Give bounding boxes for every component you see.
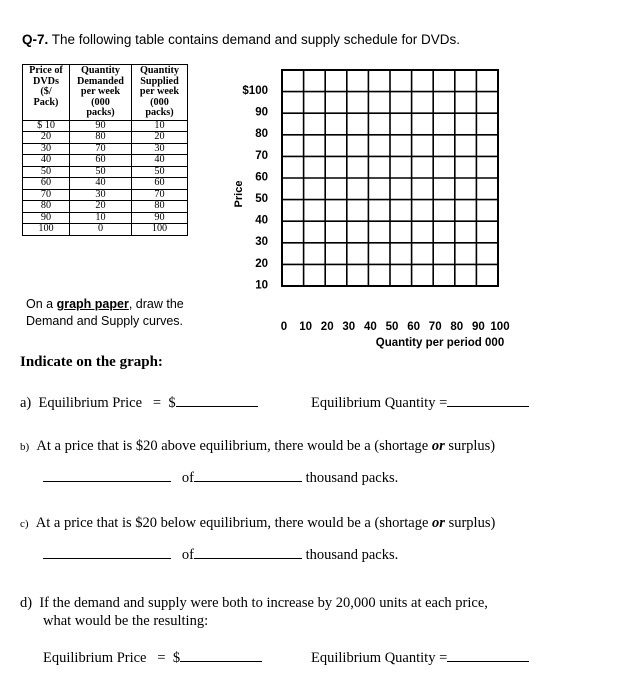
indicate-heading: Indicate on the graph: bbox=[20, 354, 163, 370]
price-cell: 50 bbox=[23, 166, 70, 178]
demanded-cell: 90 bbox=[70, 120, 132, 132]
x-tick-label: 60 bbox=[407, 321, 420, 333]
part-c-line1: c) At a price that is $20 below equilibrium, there would be a (shortage or surplus) bbox=[20, 515, 496, 531]
demanded-cell: 70 bbox=[70, 143, 132, 155]
y-tick-label: 90 bbox=[255, 106, 268, 119]
graph-grid bbox=[282, 70, 498, 286]
x-tick-label: 40 bbox=[364, 321, 377, 333]
y-tick-label: 60 bbox=[255, 171, 268, 184]
part-a-price-line: a) Equilibrium Price = $ bbox=[20, 392, 258, 412]
draw-instruction: On a graph paper, draw the Demand and Supply curves. bbox=[26, 297, 184, 328]
question-number: Q-7. bbox=[22, 32, 49, 47]
price-cell: 70 bbox=[23, 189, 70, 201]
x-tick-label: 90 bbox=[472, 321, 485, 333]
question-text: The following table contains demand and supply schedule for DVDs. bbox=[51, 32, 461, 47]
table-row bbox=[23, 132, 188, 144]
part-d-qty-line: Equilibrium Quantity = bbox=[311, 647, 529, 667]
x-tick-label: 80 bbox=[450, 321, 464, 333]
part-c-amount-blank bbox=[194, 544, 302, 559]
table-row bbox=[23, 224, 188, 236]
y-tick-label: 30 bbox=[255, 236, 268, 249]
x-tick-label: 70 bbox=[428, 321, 442, 333]
x-tick-label: 20 bbox=[320, 321, 334, 333]
equilibrium-quantity-blank bbox=[447, 392, 529, 407]
table-row bbox=[23, 155, 188, 167]
supplied-cell: 50 bbox=[132, 166, 188, 178]
supplied-cell: 90 bbox=[132, 212, 188, 224]
table-row bbox=[23, 120, 188, 132]
table-row bbox=[23, 212, 188, 224]
y-tick-label: 40 bbox=[255, 214, 268, 227]
demanded-cell: 60 bbox=[70, 155, 132, 167]
part-c-type-blank bbox=[43, 544, 171, 559]
y-tick-label: 10 bbox=[255, 279, 268, 292]
y-tick-label: $100 bbox=[242, 85, 268, 97]
y-axis-label: Price bbox=[233, 180, 245, 208]
part-b-amount-blank bbox=[194, 467, 302, 482]
part-a-qty-line: Equilibrium Quantity = bbox=[311, 392, 529, 412]
question-title bbox=[22, 32, 460, 47]
x-tick-label: 10 bbox=[299, 321, 312, 333]
table-row bbox=[23, 201, 188, 213]
y-tick-label: 70 bbox=[255, 149, 268, 162]
part-d-text: d) If the demand and supply were both to increase by 20,000 units at each price, what would be the resulting: bbox=[20, 595, 488, 629]
demanded-cell: 50 bbox=[70, 166, 132, 178]
y-tick-label: 80 bbox=[255, 128, 268, 141]
price-cell: 20 bbox=[23, 132, 70, 144]
price-cell: 90 bbox=[23, 212, 70, 224]
header-qty-demanded: Quantity Demanded per week (000 packs) bbox=[70, 65, 132, 121]
table-header-row bbox=[23, 65, 188, 121]
y-tick-labels bbox=[242, 85, 268, 291]
table-row bbox=[23, 143, 188, 155]
y-tick-label: 20 bbox=[255, 257, 268, 270]
supplied-cell: 40 bbox=[132, 155, 188, 167]
demanded-cell: 80 bbox=[70, 132, 132, 144]
x-tick-label: 50 bbox=[385, 321, 399, 333]
supplied-cell: 100 bbox=[132, 224, 188, 236]
supplied-cell: 80 bbox=[132, 201, 188, 213]
x-tick-label: 0 bbox=[280, 321, 288, 333]
demanded-cell: 20 bbox=[70, 201, 132, 213]
part-b-type-blank bbox=[43, 467, 171, 482]
equilibrium-price-blank bbox=[176, 392, 258, 407]
supplied-cell: 70 bbox=[132, 189, 188, 201]
y-tick-label: 50 bbox=[255, 193, 268, 205]
price-cell: $ 10 bbox=[23, 120, 70, 132]
price-cell: 40 bbox=[23, 155, 70, 167]
schedule-table bbox=[22, 64, 188, 236]
new-equilibrium-price-blank bbox=[180, 647, 262, 662]
part-b-line1: b) At a price that is $20 above equilibrium, there would be a (shortage or surplus) bbox=[20, 438, 496, 454]
table-body bbox=[23, 120, 188, 235]
supplied-cell: 10 bbox=[132, 120, 188, 132]
table-row bbox=[23, 189, 188, 201]
graph-paper-text: graph paper bbox=[56, 297, 129, 311]
header-price: Price of DVDs ($/ Pack) bbox=[23, 65, 70, 121]
x-tick-labels bbox=[281, 321, 510, 333]
demanded-cell: 30 bbox=[70, 189, 132, 201]
price-cell: 30 bbox=[23, 143, 70, 155]
blank-graph bbox=[228, 64, 558, 354]
header-qty-supplied: Quantity Supplied per week (000 packs) bbox=[132, 65, 188, 121]
supplied-cell: 30 bbox=[132, 143, 188, 155]
price-cell: 100 bbox=[23, 224, 70, 236]
part-b-line2: of thousand packs. bbox=[43, 467, 398, 487]
x-tick-label: 100 bbox=[490, 321, 510, 333]
part-d-price-line: Equilibrium Price = $ bbox=[43, 647, 262, 667]
price-cell: 60 bbox=[23, 178, 70, 190]
table-row bbox=[23, 178, 188, 190]
demanded-cell: 0 bbox=[70, 224, 132, 236]
new-equilibrium-quantity-blank bbox=[447, 647, 529, 662]
table-row bbox=[23, 166, 188, 178]
supplied-cell: 60 bbox=[132, 178, 188, 190]
x-axis-label: Quantity per period 000 bbox=[375, 337, 505, 349]
part-c-line2: of thousand packs. bbox=[43, 544, 398, 564]
demanded-cell: 10 bbox=[70, 212, 132, 224]
price-cell: 80 bbox=[23, 201, 70, 213]
supplied-cell: 20 bbox=[132, 132, 188, 144]
demanded-cell: 40 bbox=[70, 178, 132, 190]
x-tick-label: 30 bbox=[342, 321, 356, 333]
